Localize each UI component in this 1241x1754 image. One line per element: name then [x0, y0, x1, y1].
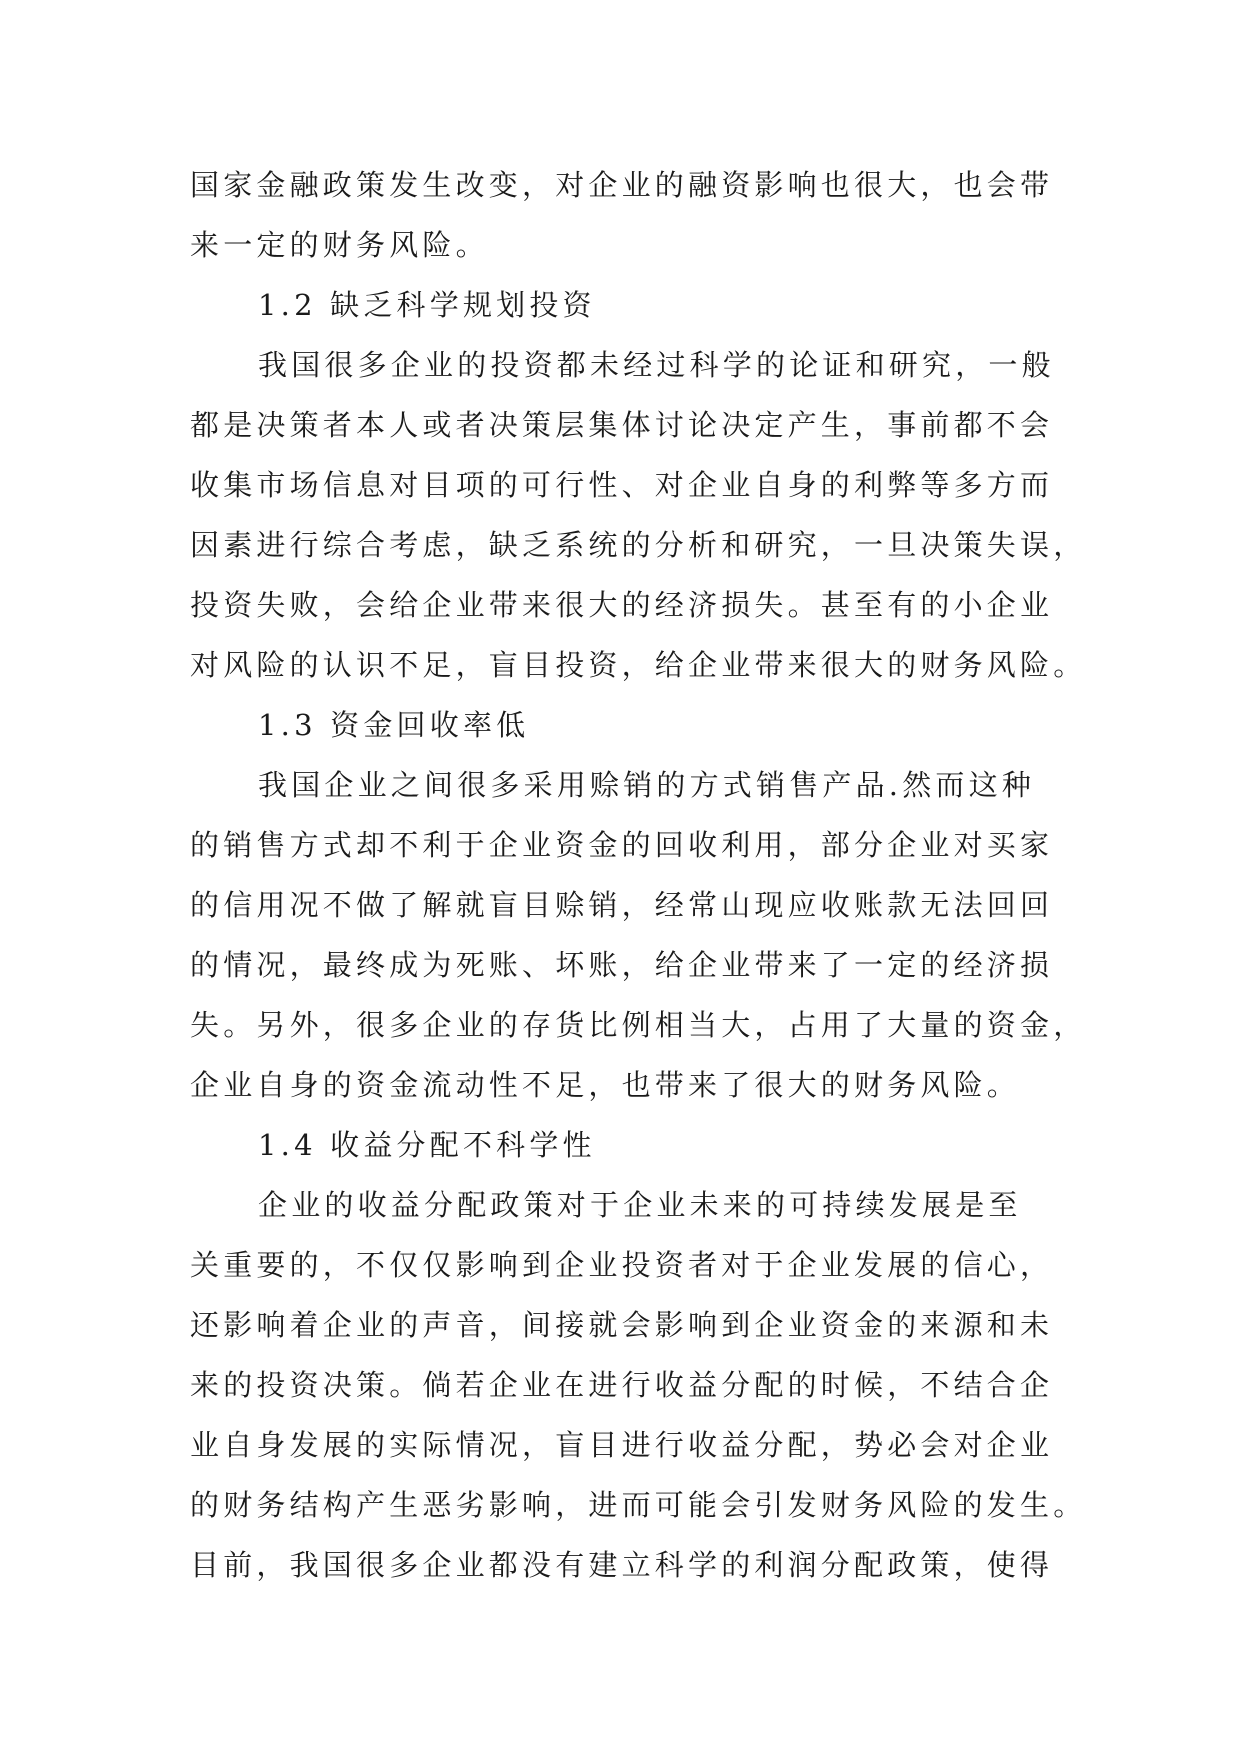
body-line-18: 企业的收益分配政策对于企业未来的可持续发展是至	[258, 1188, 1022, 1222]
body-line-13: 的信用况不做了解就盲目赊销，经常山现应收账款无法回回	[190, 888, 1054, 922]
body-line-21: 来的投资决策。倘若企业在进行收益分配的时候，不结合企	[190, 1368, 1054, 1402]
body-line-23: 的财务结构产生恶劣影响，进而可能会引发财务风险的发生。	[190, 1488, 1087, 1522]
body-line-2: 来一定的财务风险。	[190, 228, 489, 262]
body-line-7: 因素进行综合考虑，缺乏系统的分析和研究，一旦决策失误，	[190, 528, 1087, 562]
section-heading-1-4: 1.4 收益分配不科学性	[258, 1128, 596, 1162]
body-line-8: 投资失败，会给企业带来很大的经济损失。甚至有的小企业	[190, 588, 1054, 622]
document-body	[190, 155, 1087, 1595]
body-line-16: 企业自身的资金流动性不足，也带来了很大的财务风险。	[190, 1068, 1021, 1102]
body-line-11: 我国企业之间很多采用赊销的方式销售产品.然而这种	[258, 768, 1036, 802]
section-heading-1-3: 1.3 资金回收率低	[258, 708, 530, 742]
body-line-1: 国家金融政策发生改变，对企业的融资影响也很大，也会带	[190, 168, 1054, 202]
body-line-6: 收集市场信息对目项的可行性、对企业自身的利弊等多方而	[190, 468, 1054, 502]
body-line-20: 还影响着企业的声音，间接就会影响到企业资金的来源和未	[190, 1308, 1054, 1342]
body-line-9: 对风险的认识不足，盲目投资，给企业带来很大的财务风险。	[190, 648, 1087, 682]
body-line-12: 的销售方式却不利于企业资金的回收利用，部分企业对买家	[190, 828, 1054, 862]
body-line-15: 失。另外，很多企业的存货比例相当大，占用了大量的资金，	[190, 1008, 1087, 1042]
body-line-4: 我国很多企业的投资都未经过科学的论证和研究，一般	[258, 348, 1055, 382]
section-heading-1-2: 1.2 缺乏科学规划投资	[258, 288, 596, 322]
body-line-5: 都是决策者本人或者决策层集体讨论决定产生，事前都不会	[190, 408, 1054, 442]
body-line-24: 目前，我国很多企业都没有建立科学的利润分配政策，使得	[190, 1548, 1054, 1582]
body-line-19: 关重要的，不仅仅影响到企业投资者对于企业发展的信心，	[190, 1248, 1054, 1282]
body-line-14: 的情况，最终成为死账、坏账，给企业带来了一定的经济损	[190, 948, 1054, 982]
body-line-22: 业自身发展的实际情况，盲目进行收益分配，势必会对企业	[190, 1428, 1054, 1462]
